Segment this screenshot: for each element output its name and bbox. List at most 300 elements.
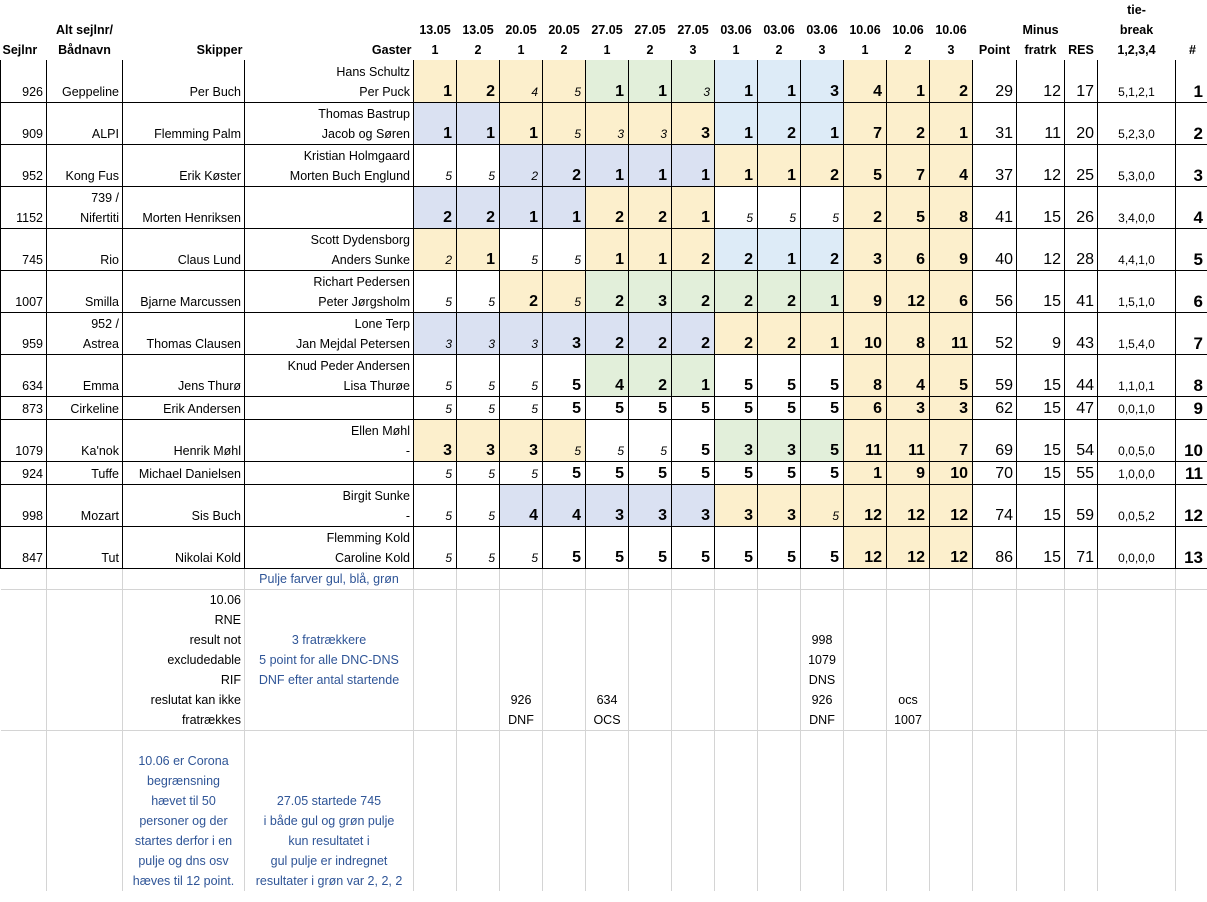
header-spacer[interactable] [123,0,245,20]
empty-cell[interactable] [758,730,801,891]
empty-cell[interactable] [887,568,930,589]
header-spacer[interactable] [500,0,543,20]
skipper-cell[interactable]: Flemming Palm [123,102,245,144]
score-cell[interactable]: 3 [887,396,930,419]
score-cell[interactable]: 5 [500,396,543,419]
point-cell[interactable]: 69 [973,419,1017,461]
minus-cell[interactable]: 12 [1017,228,1065,270]
tiebreak-cell[interactable]: 1,5,1,0 [1098,270,1176,312]
empty-cell[interactable] [629,589,672,730]
score-cell[interactable]: 11 [887,419,930,461]
skipper-cell[interactable]: Claus Lund [123,228,245,270]
boat-cell[interactable]: Tuffe [47,461,123,484]
sejlnr-cell[interactable]: 959 [1,312,47,354]
header-spacer[interactable] [629,0,672,20]
score-cell[interactable]: 11 [844,419,887,461]
score-cell[interactable]: 2 [586,186,629,228]
header-spacer[interactable] [1065,20,1098,40]
score-cell[interactable]: 4 [543,484,586,526]
skipper-cell[interactable]: Per Buch [123,60,245,102]
score-cell[interactable]: 1 [930,102,973,144]
header-race-date[interactable]: 20.05 [548,23,580,37]
score-cell[interactable]: 4 [887,354,930,396]
gaster-cell[interactable] [245,186,414,228]
skipper-cell[interactable]: Morten Henriksen [123,186,245,228]
score-cell[interactable]: 5 [887,186,930,228]
header-skipper[interactable]: Skipper [196,43,243,57]
skipper-cell[interactable]: Erik Køster [123,144,245,186]
empty-cell[interactable] [930,568,973,589]
rank-cell[interactable]: 4 [1176,186,1207,228]
score-cell[interactable]: 1 [543,186,586,228]
rank-cell[interactable]: 5 [1176,228,1207,270]
empty-cell[interactable] [123,568,245,589]
score-cell[interactable]: 1 [672,144,715,186]
header-spacer[interactable] [930,0,973,20]
header-spacer[interactable] [1176,20,1207,40]
score-cell[interactable]: 2 [543,144,586,186]
score-cell[interactable]: 5 [930,354,973,396]
empty-cell[interactable] [715,589,758,730]
empty-cell[interactable] [844,730,887,891]
score-cell[interactable]: 3 [715,419,758,461]
score-cell[interactable]: 5 [715,186,758,228]
score-cell[interactable]: 5 [414,144,457,186]
res-cell[interactable]: 20 [1065,102,1098,144]
score-cell[interactable]: 1 [586,144,629,186]
score-cell[interactable]: 5 [629,461,672,484]
score-cell[interactable]: 1 [801,270,844,312]
header-alt-sejlnr[interactable]: Alt sejlnr/ [56,23,113,37]
empty-cell[interactable] [457,568,500,589]
score-cell[interactable]: 1 [586,60,629,102]
score-cell[interactable]: 2 [758,312,801,354]
score-cell[interactable]: 5 [457,396,500,419]
score-cell[interactable]: 2 [500,144,543,186]
score-cell[interactable]: 5 [586,526,629,568]
score-cell[interactable]: 9 [930,228,973,270]
skipper-cell[interactable]: Erik Andersen [123,396,245,419]
empty-cell[interactable] [1017,568,1065,589]
header-spacer[interactable] [1,0,47,20]
score-cell[interactable]: 3 [629,102,672,144]
empty-cell[interactable] [758,589,801,730]
score-cell[interactable]: 6 [844,396,887,419]
header-tie-1[interactable]: tie- [1127,3,1146,17]
score-cell[interactable]: 2 [629,354,672,396]
header-spacer[interactable] [586,0,629,20]
header-spacer[interactable] [887,0,930,20]
score-cell[interactable]: 9 [887,461,930,484]
sejlnr-cell[interactable]: 909 [1,102,47,144]
score-cell[interactable]: 5 [414,354,457,396]
header-spacer[interactable] [1176,0,1207,20]
res-cell[interactable]: 59 [1065,484,1098,526]
score-cell[interactable]: 3 [672,102,715,144]
race-note-1006-2[interactable] [887,589,930,730]
score-cell[interactable]: 5 [543,526,586,568]
point-cell[interactable]: 74 [973,484,1017,526]
tiebreak-cell[interactable]: 0,0,5,2 [1098,484,1176,526]
gaster-cell[interactable] [245,228,414,270]
empty-cell[interactable] [973,568,1017,589]
corona-note[interactable] [123,730,245,891]
header-race-no[interactable]: 2 [775,43,783,57]
tiebreak-cell[interactable]: 0,0,1,0 [1098,396,1176,419]
header-race-date[interactable]: 10.06 [935,23,967,37]
gaster-cell[interactable] [245,396,414,419]
score-cell[interactable]: 2 [672,270,715,312]
header-res[interactable]: RES [1068,43,1094,57]
score-cell[interactable]: 1 [457,102,500,144]
score-cell[interactable]: 1 [672,354,715,396]
score-cell[interactable]: 5 [414,396,457,419]
score-cell[interactable]: 3 [586,484,629,526]
race-note-2705-1[interactable] [586,589,629,730]
res-cell[interactable]: 26 [1065,186,1098,228]
gaster-cell[interactable] [245,354,414,396]
score-cell[interactable]: 1 [715,144,758,186]
empty-cell[interactable] [500,730,543,891]
minus-cell[interactable]: 15 [1017,526,1065,568]
score-cell[interactable]: 2 [758,270,801,312]
header-spacer[interactable] [245,0,414,20]
tiebreak-cell[interactable]: 1,5,4,0 [1098,312,1176,354]
score-cell[interactable]: 5 [543,461,586,484]
score-cell[interactable]: 3 [715,484,758,526]
score-cell[interactable]: 2 [414,228,457,270]
score-cell[interactable]: 5 [758,526,801,568]
empty-cell[interactable] [543,589,586,730]
header-race-date[interactable]: 27.05 [634,23,666,37]
score-cell[interactable]: 5 [801,354,844,396]
rank-cell[interactable]: 12 [1176,484,1207,526]
boat-cell[interactable] [47,484,123,526]
res-cell[interactable]: 28 [1065,228,1098,270]
empty-cell[interactable] [1,568,47,589]
score-cell[interactable]: 3 [930,396,973,419]
sejlnr-cell[interactable]: 998 [1,484,47,526]
minus-cell[interactable]: 12 [1017,144,1065,186]
header-race-date[interactable]: 27.05 [591,23,623,37]
gaster-cell[interactable] [245,461,414,484]
gaster-cell[interactable] [245,270,414,312]
sejlnr-cell[interactable]: 847 [1,526,47,568]
score-cell[interactable]: 1 [801,312,844,354]
score-cell[interactable]: 1 [629,60,672,102]
sejlnr-cell[interactable]: 924 [1,461,47,484]
score-cell[interactable]: 12 [887,270,930,312]
header-gaster[interactable]: Gaster [371,43,412,57]
score-cell[interactable]: 5 [543,60,586,102]
tiebreak-cell[interactable]: 1,0,0,0 [1098,461,1176,484]
score-cell[interactable]: 3 [844,228,887,270]
score-cell[interactable]: 12 [887,484,930,526]
score-cell[interactable]: 3 [457,419,500,461]
score-cell[interactable]: 5 [715,461,758,484]
score-cell[interactable]: 5 [715,396,758,419]
score-cell[interactable]: 1 [629,228,672,270]
header-rank[interactable]: # [1189,43,1196,57]
minus-cell[interactable]: 15 [1017,419,1065,461]
header-point[interactable]: Point [978,43,1011,57]
score-cell[interactable]: 3 [801,60,844,102]
score-cell[interactable]: 5 [715,526,758,568]
empty-cell[interactable] [1176,730,1207,891]
score-cell[interactable]: 2 [586,270,629,312]
score-cell[interactable]: 11 [930,312,973,354]
boat-cell[interactable] [47,60,123,102]
score-cell[interactable]: 5 [586,396,629,419]
score-cell[interactable]: 5 [758,461,801,484]
sejlnr-cell[interactable]: 952 [1,144,47,186]
empty-cell[interactable] [973,730,1017,891]
header-tie-3[interactable]: 1,2,3,4 [1117,43,1156,57]
header-race-no[interactable]: 3 [818,43,826,57]
point-cell[interactable]: 62 [973,396,1017,419]
empty-cell[interactable] [672,568,715,589]
header-race-no[interactable]: 1 [861,43,869,57]
rank-cell[interactable]: 7 [1176,312,1207,354]
score-cell[interactable]: 2 [887,102,930,144]
score-cell[interactable]: 5 [543,228,586,270]
header-spacer[interactable] [1,20,47,40]
tiebreak-cell[interactable]: 4,4,1,0 [1098,228,1176,270]
score-cell[interactable]: 5 [500,526,543,568]
rank-cell[interactable]: 11 [1176,461,1207,484]
score-cell[interactable]: 1 [586,228,629,270]
score-cell[interactable]: 3 [586,102,629,144]
score-cell[interactable]: 5 [801,186,844,228]
score-cell[interactable]: 2 [672,312,715,354]
rank-cell[interactable]: 1 [1176,60,1207,102]
score-cell[interactable]: 5 [414,484,457,526]
score-cell[interactable]: 1 [887,60,930,102]
empty-cell[interactable] [543,568,586,589]
boat-cell[interactable] [47,312,123,354]
res-cell[interactable]: 47 [1065,396,1098,419]
tiebreak-cell[interactable]: 5,3,0,0 [1098,144,1176,186]
point-cell[interactable]: 37 [973,144,1017,186]
gaster-cell[interactable] [245,312,414,354]
score-cell[interactable]: 5 [801,484,844,526]
empty-cell[interactable] [543,730,586,891]
score-cell[interactable]: 5 [758,186,801,228]
score-cell[interactable]: 5 [457,270,500,312]
gaster-cell[interactable] [245,484,414,526]
score-cell[interactable]: 3 [758,484,801,526]
empty-cell[interactable] [414,589,457,730]
score-cell[interactable]: 3 [500,419,543,461]
sejlnr-cell[interactable]: 1079 [1,419,47,461]
score-cell[interactable]: 5 [500,461,543,484]
res-cell[interactable]: 55 [1065,461,1098,484]
empty-cell[interactable] [457,589,500,730]
gaster-cell[interactable] [245,60,414,102]
empty-cell[interactable] [973,589,1017,730]
empty-cell[interactable] [47,730,123,891]
skipper-cell[interactable]: Bjarne Marcussen [123,270,245,312]
score-cell[interactable]: 2 [500,270,543,312]
sejlnr-cell[interactable]: 745 [1,228,47,270]
score-cell[interactable]: 5 [672,461,715,484]
empty-cell[interactable] [586,568,629,589]
gaster-cell[interactable] [245,526,414,568]
header-race-date[interactable]: 10.06 [892,23,924,37]
gaster-cell[interactable] [245,144,414,186]
race-note-0306-3[interactable] [801,589,844,730]
header-spacer[interactable] [844,0,887,20]
empty-cell[interactable] [844,568,887,589]
minus-cell[interactable]: 15 [1017,396,1065,419]
score-cell[interactable]: 12 [887,526,930,568]
empty-cell[interactable] [844,589,887,730]
score-cell[interactable]: 8 [887,312,930,354]
header-race-no[interactable]: 1 [603,43,611,57]
header-spacer[interactable] [1017,0,1065,20]
header-race-date[interactable]: 03.06 [806,23,838,37]
boat-cell[interactable] [47,354,123,396]
empty-cell[interactable] [629,730,672,891]
score-cell[interactable]: 5 [629,419,672,461]
score-cell[interactable]: 5 [672,419,715,461]
minus-cell[interactable]: 15 [1017,484,1065,526]
res-cell[interactable]: 54 [1065,419,1098,461]
score-cell[interactable]: 12 [844,484,887,526]
gaster-cell[interactable] [245,102,414,144]
sejlnr-cell[interactable]: 873 [1,396,47,419]
empty-cell[interactable] [715,568,758,589]
score-cell[interactable]: 5 [543,270,586,312]
score-cell[interactable]: 5 [672,396,715,419]
sejlnr-cell[interactable]: 1152 [1,186,47,228]
score-cell[interactable]: 3 [758,419,801,461]
point-cell[interactable]: 86 [973,526,1017,568]
header-tie-2[interactable]: break [1119,23,1154,37]
header-race-date[interactable]: 27.05 [677,23,709,37]
header-spacer[interactable] [457,0,500,20]
empty-cell[interactable] [715,730,758,891]
score-cell[interactable]: 6 [887,228,930,270]
score-cell[interactable]: 7 [887,144,930,186]
rank-cell[interactable]: 6 [1176,270,1207,312]
header-race-date[interactable]: 03.06 [763,23,795,37]
score-cell[interactable]: 5 [586,419,629,461]
score-cell[interactable]: 3 [543,312,586,354]
empty-cell[interactable] [1,730,47,891]
score-cell[interactable]: 12 [930,526,973,568]
score-cell[interactable]: 2 [629,186,672,228]
tiebreak-cell[interactable]: 0,0,0,0 [1098,526,1176,568]
header-spacer[interactable] [715,0,758,20]
res-cell[interactable]: 44 [1065,354,1098,396]
score-cell[interactable]: 5 [457,144,500,186]
header-spacer[interactable] [543,0,586,20]
header-sejlnr[interactable]: Sejlnr [2,43,38,57]
score-cell[interactable]: 5 [629,396,672,419]
header-spacer[interactable] [758,0,801,20]
empty-cell[interactable] [930,589,973,730]
empty-cell[interactable] [1017,730,1065,891]
score-cell[interactable]: 5 [801,419,844,461]
score-cell[interactable]: 5 [457,461,500,484]
skipper-cell[interactable]: Sis Buch [123,484,245,526]
boat-cell[interactable] [47,102,123,144]
score-cell[interactable]: 1 [758,60,801,102]
score-cell[interactable]: 7 [930,419,973,461]
rank-cell[interactable]: 2 [1176,102,1207,144]
header-spacer[interactable] [801,0,844,20]
header-race-no[interactable]: 2 [560,43,568,57]
score-cell[interactable]: 5 [543,102,586,144]
score-cell[interactable]: 5 [758,396,801,419]
score-cell[interactable]: 2 [672,228,715,270]
boat-cell[interactable] [47,526,123,568]
score-cell[interactable]: 5 [629,526,672,568]
pulje-note[interactable]: Pulje farver gul, blå, grøn [245,568,414,589]
score-cell[interactable]: 2 [715,312,758,354]
score-cell[interactable]: 5 [672,526,715,568]
minus-cell[interactable]: 11 [1017,102,1065,144]
header-spacer[interactable] [672,0,715,20]
score-cell[interactable]: 1 [672,186,715,228]
tiebreak-cell[interactable]: 5,1,2,1 [1098,60,1176,102]
score-cell[interactable]: 1 [715,60,758,102]
empty-cell[interactable] [1176,589,1207,730]
skipper-note[interactable] [123,589,245,730]
score-cell[interactable]: 4 [586,354,629,396]
header-race-no[interactable]: 2 [904,43,912,57]
header-race-no[interactable]: 2 [474,43,482,57]
header-minus[interactable]: Minus [1022,23,1059,37]
score-cell[interactable]: 5 [801,396,844,419]
point-cell[interactable]: 31 [973,102,1017,144]
skipper-cell[interactable]: Michael Danielsen [123,461,245,484]
score-cell[interactable]: 5 [500,228,543,270]
score-cell[interactable]: 5 [758,354,801,396]
boat-cell[interactable] [47,186,123,228]
score-cell[interactable]: 3 [672,484,715,526]
score-cell[interactable]: 12 [930,484,973,526]
sejlnr-cell[interactable]: 926 [1,60,47,102]
score-cell[interactable]: 5 [586,461,629,484]
score-cell[interactable]: 5 [801,461,844,484]
score-cell[interactable]: 2 [414,186,457,228]
score-cell[interactable]: 1 [629,144,672,186]
empty-cell[interactable] [672,589,715,730]
skipper-cell[interactable]: Jens Thurø [123,354,245,396]
score-cell[interactable]: 3 [500,312,543,354]
score-cell[interactable]: 4 [500,60,543,102]
score-cell[interactable]: 7 [844,102,887,144]
header-race-date[interactable]: 20.05 [505,23,537,37]
score-cell[interactable]: 1 [844,461,887,484]
header-race-no[interactable]: 3 [947,43,955,57]
race-note-2005-1[interactable] [500,589,543,730]
tiebreak-cell[interactable]: 0,0,5,0 [1098,419,1176,461]
rank-cell[interactable]: 3 [1176,144,1207,186]
boat-cell[interactable] [47,419,123,461]
score-cell[interactable]: 2 [629,312,672,354]
rank-cell[interactable]: 10 [1176,419,1207,461]
score-cell[interactable]: 2 [457,60,500,102]
header-race-no[interactable]: 2 [646,43,654,57]
empty-cell[interactable] [1098,730,1176,891]
empty-cell[interactable] [586,730,629,891]
header-race-no[interactable]: 1 [431,43,439,57]
sejlnr-cell[interactable]: 1007 [1,270,47,312]
header-race-date[interactable]: 13.05 [462,23,494,37]
